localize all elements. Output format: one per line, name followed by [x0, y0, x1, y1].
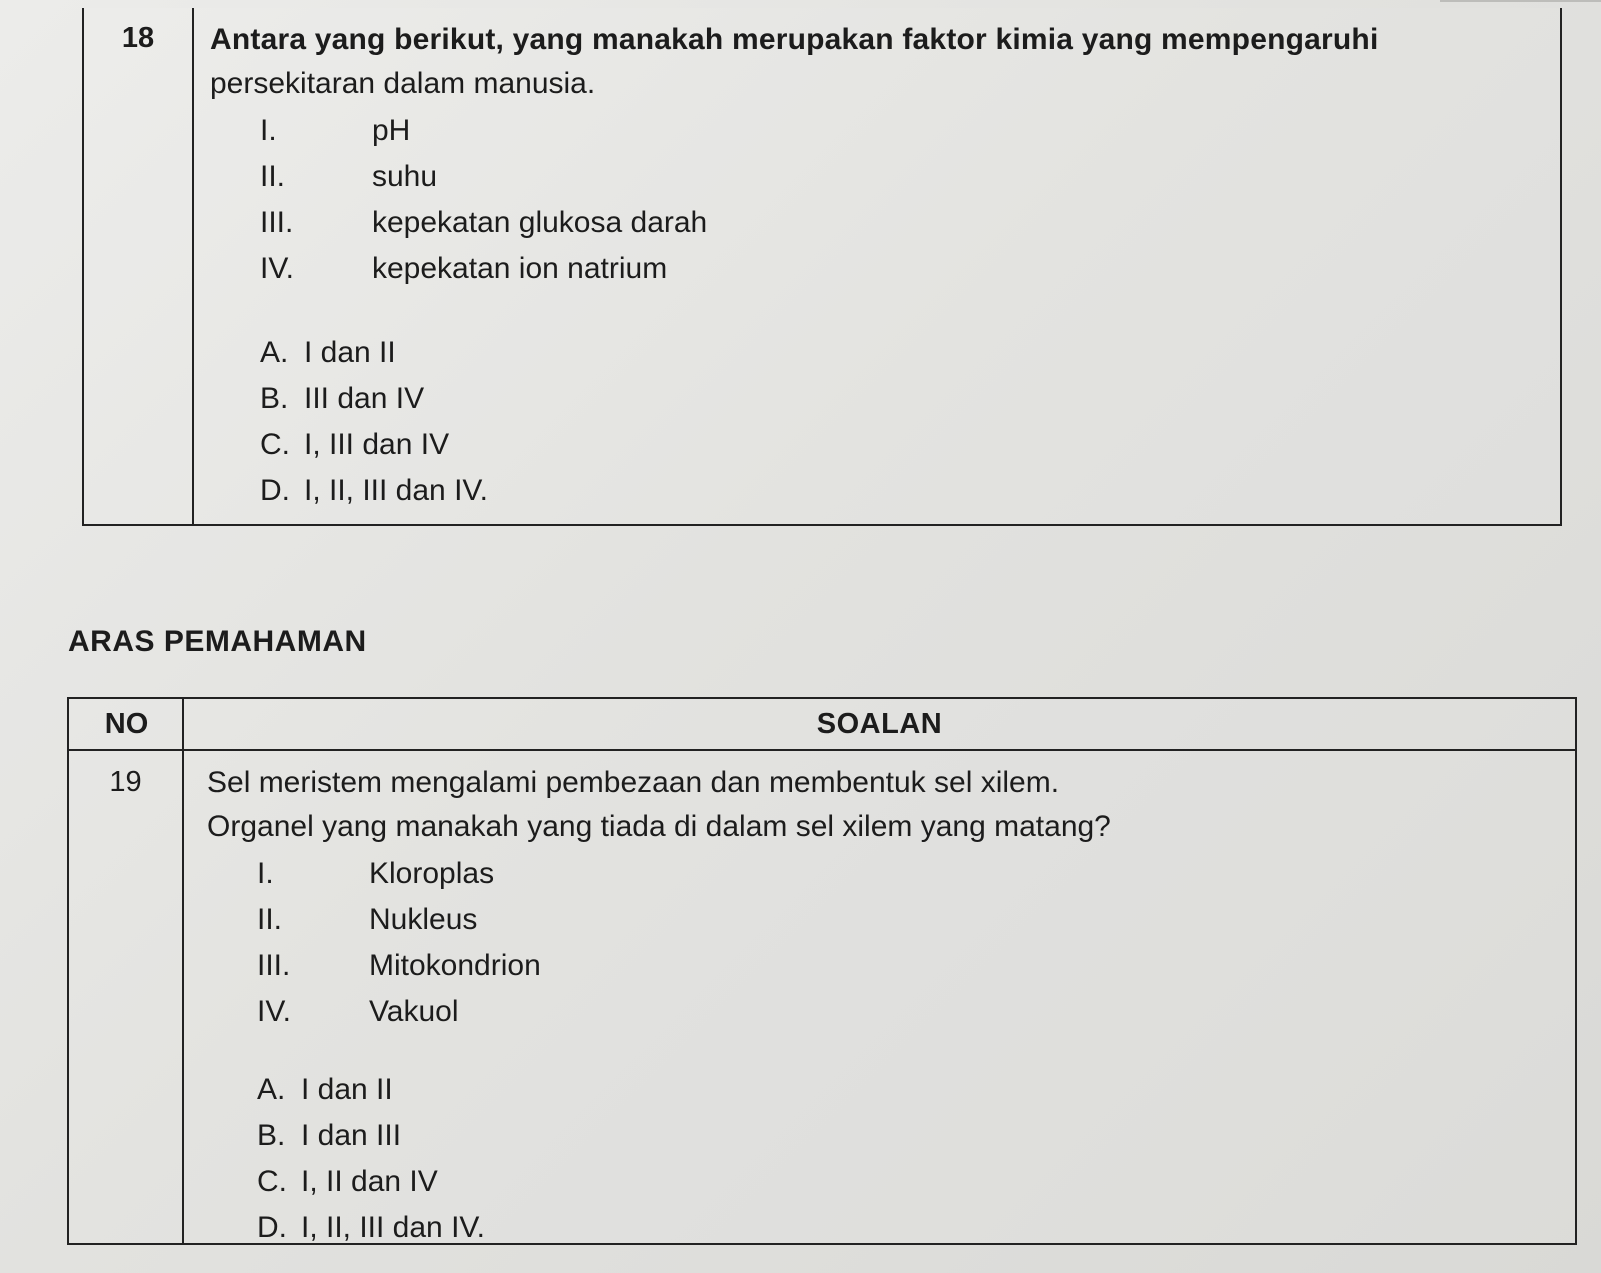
- choice-letter: D.: [257, 1211, 287, 1244]
- statement-item: [210, 200, 1550, 246]
- choice-letter: B.: [257, 1119, 286, 1152]
- statement-numeral: II.: [260, 160, 286, 193]
- statement-item: [210, 246, 1550, 292]
- table-header-row: [69, 699, 1575, 751]
- answer-choice-a[interactable]: [260, 330, 1550, 376]
- question-19-table: [67, 697, 1577, 1245]
- statement-numeral: II.: [257, 903, 283, 936]
- choice-text: I, II dan IV: [301, 1165, 438, 1198]
- statement-item: [207, 897, 1565, 943]
- choice-letter: A.: [260, 336, 289, 369]
- statement-numeral: IV.: [260, 252, 294, 285]
- statement-numeral: IV.: [257, 995, 291, 1028]
- statement-item: [207, 851, 1565, 897]
- question-stem-line-2: Organel yang manakah yang tiada di dalam sel xilem yang matang?: [207, 810, 1111, 843]
- statement-text: kepekatan glukosa darah: [372, 206, 708, 239]
- choice-letter: B.: [260, 382, 289, 415]
- statement-list: [210, 108, 1550, 292]
- answer-choice-b[interactable]: [257, 1113, 1565, 1159]
- statement-numeral: III.: [257, 949, 291, 982]
- statement-text: Vakuol: [369, 995, 459, 1028]
- choice-letter: D.: [260, 474, 290, 507]
- section-heading: ARAS PEMAHAMAN: [68, 625, 367, 658]
- choice-text: I dan III: [301, 1119, 402, 1152]
- choice-letter: C.: [260, 428, 290, 461]
- statement-numeral: III.: [260, 206, 294, 239]
- question-number-column: [69, 699, 184, 1243]
- question-18-content: [210, 18, 1550, 514]
- question-stem-line-2: persekitaran dalam manusia.: [210, 67, 596, 100]
- header-no: NO: [104, 707, 149, 740]
- answer-choice-c[interactable]: [260, 422, 1550, 468]
- statement-text: Nukleus: [369, 903, 478, 936]
- header-soalan: SOALAN: [816, 707, 943, 740]
- question-19-content: [207, 761, 1565, 1251]
- statement-numeral: I.: [260, 114, 277, 147]
- question-number: 19: [109, 766, 142, 798]
- choice-letter: A.: [257, 1073, 286, 1106]
- question-number: 18: [121, 22, 155, 54]
- choice-text: I, III dan IV: [304, 428, 450, 461]
- choice-text: I, II, III dan IV.: [301, 1211, 485, 1244]
- choice-text: I, II, III dan IV.: [304, 474, 488, 507]
- answer-choice-d[interactable]: [260, 468, 1550, 514]
- answer-choice-list: [210, 330, 1550, 514]
- answer-choice-c[interactable]: [257, 1159, 1565, 1205]
- statement-text: kepekatan ion natrium: [372, 252, 668, 285]
- statement-text: Kloroplas: [369, 857, 495, 890]
- statement-item: [207, 989, 1565, 1035]
- answer-choice-list: [207, 1067, 1565, 1251]
- statement-item: [207, 943, 1565, 989]
- question-stem-line-1: Sel meristem mengalami pembezaan dan membentuk sel xilem.: [207, 766, 1060, 799]
- choice-text: I dan II: [304, 336, 396, 369]
- answer-choice-b[interactable]: [260, 376, 1550, 422]
- statement-list: [207, 851, 1565, 1035]
- choice-text: I dan II: [301, 1073, 393, 1106]
- choice-letter: C.: [257, 1165, 287, 1198]
- statement-text: suhu: [372, 160, 438, 193]
- answer-choice-a[interactable]: [257, 1067, 1565, 1113]
- question-18-table: [82, 8, 1562, 526]
- statement-numeral: I.: [257, 857, 274, 890]
- page-edge-line: [1440, 0, 1601, 2]
- answer-choice-d[interactable]: [257, 1205, 1565, 1251]
- choice-text: III dan IV: [304, 382, 425, 415]
- statement-item: [210, 108, 1550, 154]
- question-stem-line-1: Antara yang berikut, yang manakah merupakan faktor kimia yang mempengaruhi: [210, 23, 1379, 56]
- statement-item: [210, 154, 1550, 200]
- statement-text: pH: [372, 114, 411, 147]
- question-number-column: [84, 8, 194, 524]
- statement-text: Mitokondrion: [369, 949, 541, 982]
